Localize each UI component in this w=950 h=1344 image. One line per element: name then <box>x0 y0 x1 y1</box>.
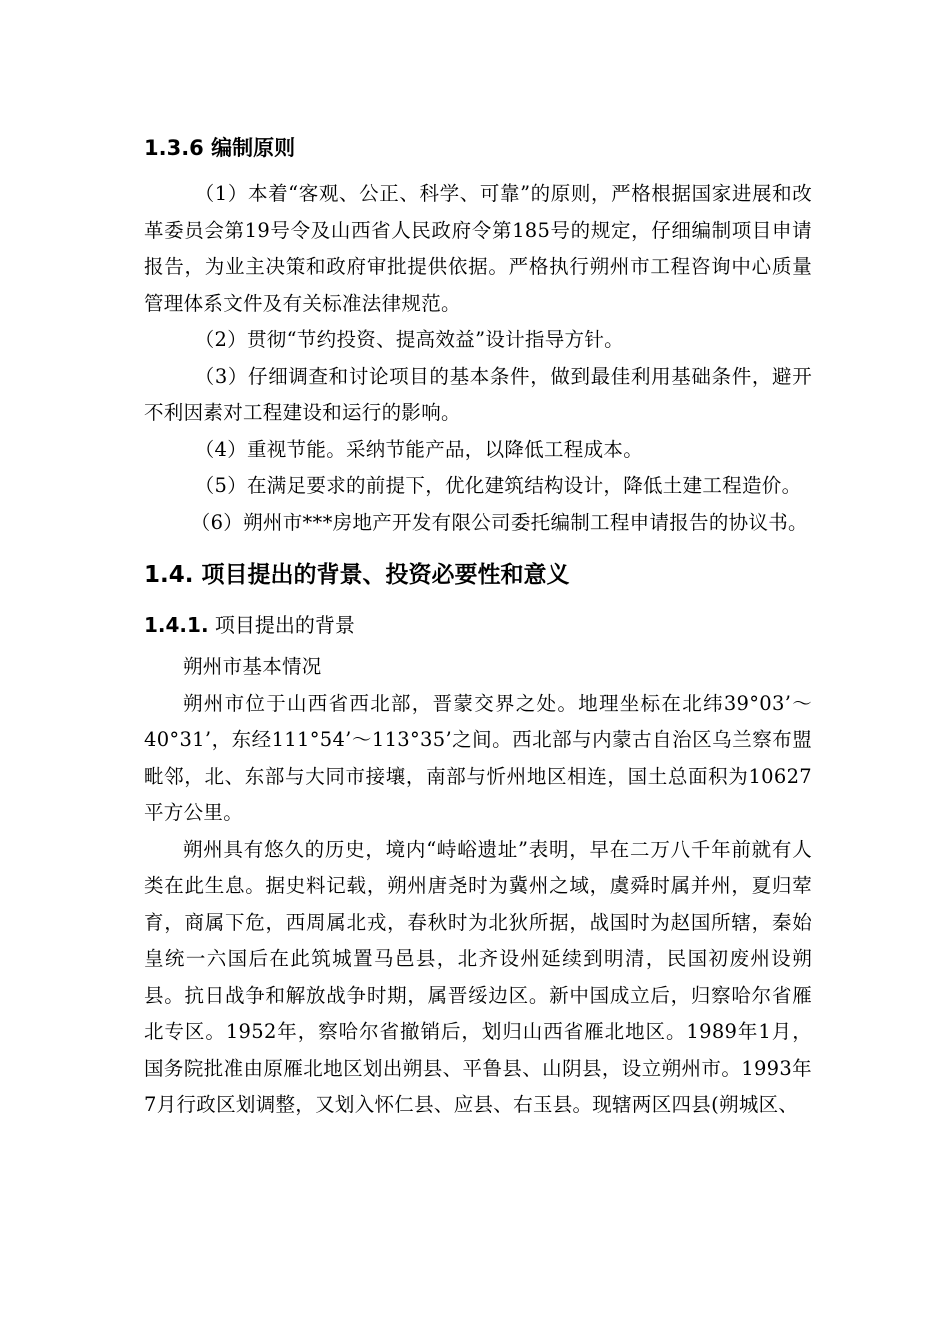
principle-item-3: （3）仔细调查和讨论项目的基本条件，做到最佳利用基础条件，避开不利因素对工程建设和运行的影响。 <box>144 364 812 424</box>
section-heading-1-4: 1.4. 项目提出的背景、投资必要性和意义 <box>144 562 570 588</box>
paragraph-geography: 朔州市位于山西省西北部，晋蒙交界之处。地理坐标在北纬39°03’～40°31’，东经111°54’～113°35’之间。西北部与内蒙古自治区乌兰察布盟毗邻，北、东部与大同市接壤，南部与忻州地区相连，国土总面积为10627平方公里。 <box>144 691 812 824</box>
section-heading-1-4-1 <box>144 605 812 645</box>
paragraph-history: 朔州具有悠久的历史，境内“峙峪遗址”表明，早在二万八千年前就有人类在此生息。据史料记载，朔州唐尧时为冀州之域，虞舜时属并州，夏归荤育，商属下危，西周属北戎，春秋时为北狄所据，战国时为赵国所辖，秦始皇统一六国后在此筑城置马邑县，北齐设州延续到明清，民国初废州设朔县。抗日战争和解放战争时期，属晋绥边区。新中国成立后，归察哈尔省雁北专区。1952年，察哈尔省撤销后，划归山西省雁北地区。1989年1月，国务院批准由原雁北地区划出朔县、平鲁县、山阴县，设立朔州市。1993年7月行政区划调整，又划入怀仁县、应县、右玉县。现辖两区四县(朔城区、 <box>144 837 812 1116</box>
principle-item-6: （6）朔州市***房地产开发有限公司委托编制工程申请报告的协议书。 <box>190 510 808 534</box>
principle-item-5: （5）在满足要求的前提下，优化建筑结构设计，降低土建工程造价。 <box>194 474 802 497</box>
principle-item-1: （1）本着“客观、公正、科学、可靠”的原则，严格根据国家进展和改革委员会第19号令及山西省人民政府令第185号的规定，仔细编制项目申请报告，为业主决策和政府审批提供依据。严格执行朔州市工程咨询中心质量管理体系文件及有关标准法律规范。 <box>144 182 812 315</box>
principle-item-4: （4）重视节能。采纳节能产品，以降低工程成本。 <box>194 437 643 461</box>
section-number: 1.4.1. <box>144 613 209 637</box>
section-heading-1-3-6: 1.3.6 编制原则 <box>144 136 296 160</box>
principle-item-2: （2）贯彻“节约投资、提高效益”设计指导方针。 <box>194 328 624 351</box>
page-content <box>144 128 812 1124</box>
section-title: 项目提出的背景 <box>214 613 355 637</box>
subheading-city-overview: 朔州市基本情况 <box>183 655 322 678</box>
